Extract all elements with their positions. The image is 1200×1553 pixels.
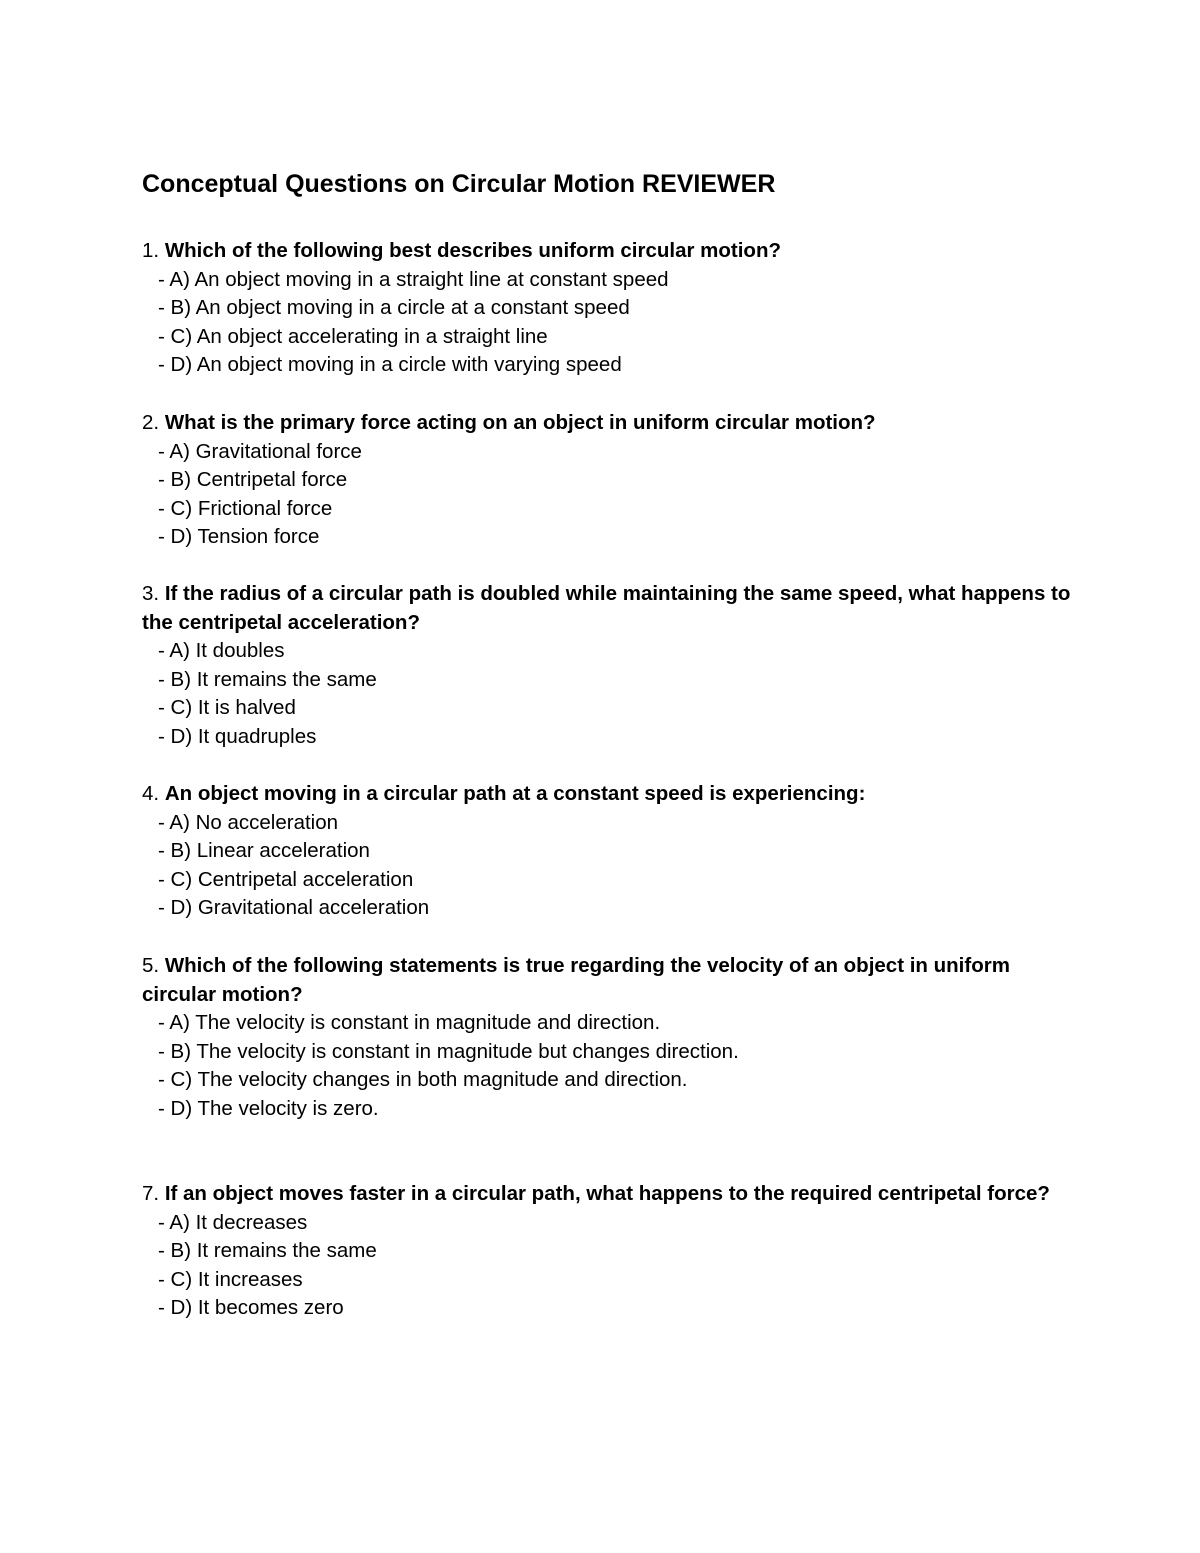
option-a: - A) An object moving in a straight line at constant speed xyxy=(158,267,669,291)
option-d: - D) It becomes zero xyxy=(158,1296,344,1319)
question-4 xyxy=(142,780,1082,923)
answer-options xyxy=(142,1009,1082,1123)
option-d: - D) It quadruples xyxy=(158,724,317,748)
option-a: - A) It doubles xyxy=(158,639,285,662)
question-5 xyxy=(142,952,1082,1123)
question-7-heading xyxy=(142,1180,1082,1209)
option-c: - C) Frictional force xyxy=(158,496,333,520)
option-d: - D) Tension force xyxy=(158,525,320,548)
option-c: - C) The velocity changes in both magnitude and direction. xyxy=(158,1068,688,1091)
question-text: Which of the following best describes uniform circular motion? xyxy=(164,239,781,262)
question-text: If the radius of a circular path is doubled while maintaining the same speed, what happens to the centripetal acceleration? xyxy=(142,582,1071,634)
question-text: Which of the following statements is true regarding the velocity of an object in uniform circular motion? xyxy=(142,954,1010,1006)
option-a: - A) Gravitational force xyxy=(158,439,362,463)
option-c: - C) It is halved xyxy=(158,696,296,719)
question-number: 3. xyxy=(142,582,160,605)
question-5-heading xyxy=(142,952,1082,1009)
option-d: - D) The velocity is zero. xyxy=(158,1096,379,1120)
option-b: - B) It remains the same xyxy=(158,1239,377,1262)
question-text: What is the primary force acting on an object in uniform circular motion? xyxy=(164,411,876,434)
option-b: - B) An object moving in a circle at a constant speed xyxy=(158,296,630,319)
question-number: 1. xyxy=(142,239,160,262)
question-1-heading xyxy=(142,237,1082,266)
question-3 xyxy=(142,580,1082,751)
answer-options xyxy=(142,809,1082,923)
question-3-heading xyxy=(142,580,1082,637)
option-a: - A) The velocity is constant in magnitude and direction. xyxy=(158,1011,661,1034)
question-number: 4. xyxy=(142,782,160,805)
answer-options xyxy=(142,1209,1082,1323)
option-b: - B) It remains the same xyxy=(158,667,377,691)
option-c: - C) Centripetal acceleration xyxy=(158,867,414,891)
option-d: - D) An object moving in a circle with varying speed xyxy=(158,353,622,376)
option-c: - C) It increases xyxy=(158,1267,303,1291)
option-b: - B) Linear acceleration xyxy=(158,839,370,862)
answer-options xyxy=(142,637,1082,751)
question-2 xyxy=(142,409,1082,552)
question-7 xyxy=(142,1180,1082,1323)
question-text: If an object moves faster in a circular path, what happens to the required centripetal force? xyxy=(164,1182,1050,1205)
question-number: 5. xyxy=(142,954,160,977)
option-b: - B) The velocity is constant in magnitude but changes direction. xyxy=(158,1039,739,1063)
option-a: - A) It decreases xyxy=(158,1210,308,1234)
option-c: - C) An object accelerating in a straight line xyxy=(158,324,548,348)
question-text: An object moving in a circular path at a constant speed is experiencing: xyxy=(164,782,866,805)
question-number: 7. xyxy=(142,1182,160,1205)
question-number: 2. xyxy=(142,411,160,434)
option-b: - B) Centripetal force xyxy=(158,468,348,491)
question-4-heading xyxy=(142,780,1082,809)
question-2-heading xyxy=(142,409,1082,438)
option-a: - A) No acceleration xyxy=(158,810,339,834)
answer-options xyxy=(142,438,1082,552)
answer-options xyxy=(142,266,1082,380)
question-1 xyxy=(142,237,1082,380)
option-d: - D) Gravitational acceleration xyxy=(158,896,430,919)
document-title: Conceptual Questions on Circular Motion REVIEWER xyxy=(142,170,776,198)
